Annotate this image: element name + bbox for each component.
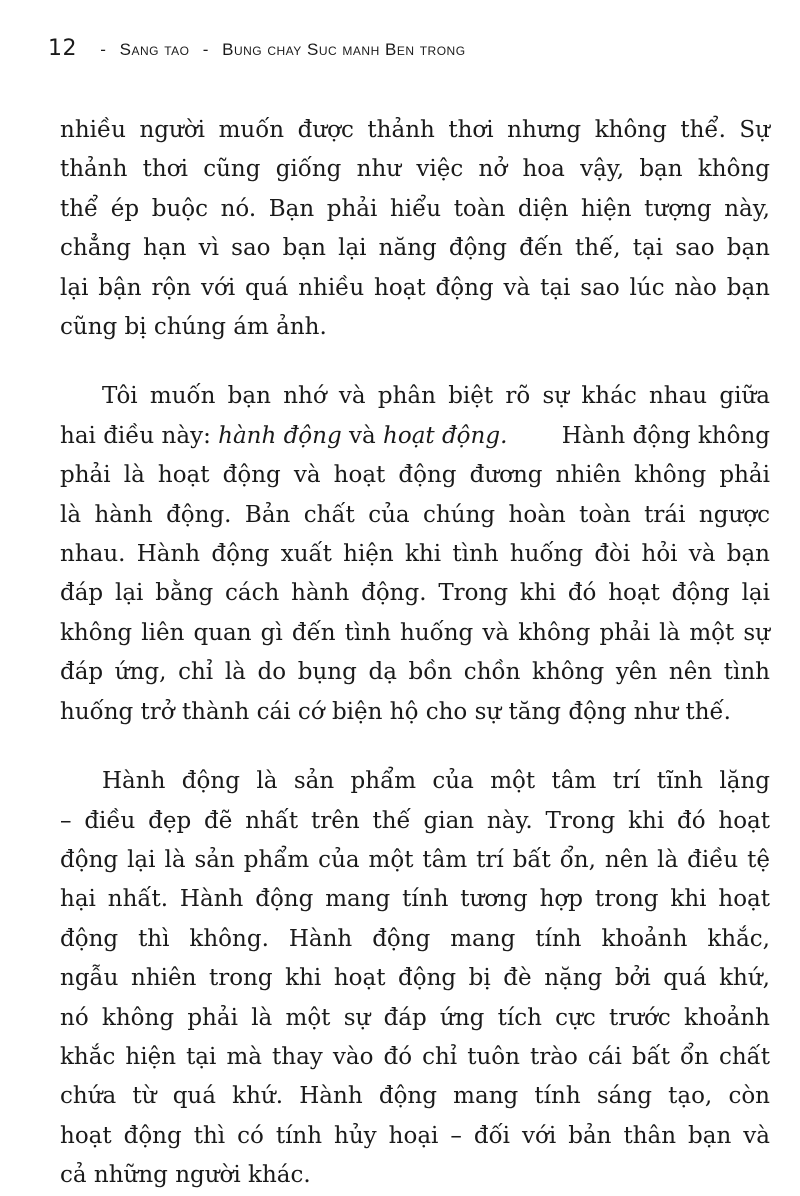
text-line: khắc hiện tại mà thay vào đó chỉ tuôn trào cái bất ổn chất [60, 1043, 770, 1070]
text-line: – điều đẹp đẽ nhất trên thế gian này. Trong khi đó hoạt [60, 807, 770, 834]
text-line: không liên quan gì đến tình huống và không phải là một sự [60, 619, 770, 646]
text-run: Hành động không [554, 422, 770, 449]
text-run: và [341, 422, 384, 449]
paragraph-3 [60, 762, 770, 1195]
text-line: phải là hoạt động và hoạt động đương nhiên không phải [60, 462, 770, 489]
text-line: thảnh thơi cũng giống như việc nở hoa vậy, bạn không [60, 156, 770, 183]
page-number: 12 [48, 36, 77, 61]
text-line: chứa từ quá khứ. Hành động mang tính sáng tạo, còn [60, 1083, 770, 1110]
text-line: huống trở thành cái cớ biện hộ cho sự tăng động như thế. [60, 698, 731, 725]
text-line: thể ép buộc nó. Bạn phải hiểu toàn diện hiện tượng này, [60, 195, 770, 222]
header-separator: - [202, 40, 209, 59]
text-line: nhiều người muốn được thảnh thơi nhưng không thể. Sự [60, 117, 770, 143]
text-line: Tôi muốn bạn nhớ và phân biệt rõ sự khác nhau giữa [102, 383, 770, 410]
text-line: nó không phải là một sự đáp ứng tích cực trước khoảnh [60, 1004, 770, 1031]
text-line: là hành động. Bản chất của chúng hoàn toàn trái ngược [60, 501, 770, 528]
running-header [48, 36, 768, 61]
text-line: đáp lại bằng cách hành động. Trong khi đó hoạt động lại [60, 580, 770, 607]
text-line: hại nhất. Hành động mang tính tương hợp trong khi hoạt [60, 886, 770, 913]
text-line: động thì không. Hành động mang tính khoảnh khắc, [60, 925, 770, 952]
text-line: lại bận rộn với quá nhiều hoạt động và tại sao lúc nào bạn [60, 274, 770, 301]
text-line: nhau. Hành động xuất hiện khi tình huống đòi hỏi và bạn [60, 541, 770, 568]
text-line: đáp ứng, chỉ là do bụng dạ bồn chồn không yên nên tình [60, 659, 770, 686]
text-segment [60, 417, 507, 456]
text-line: hoạt động thì có tính hủy hoại – đối với bản thân bạn và [60, 1122, 770, 1149]
text-line: ngẫu nhiên trong khi hoạt động bị đè nặng bởi quá khứ, [60, 965, 770, 992]
paragraph-spacer [60, 347, 770, 377]
text-line: cũng bị chúng ám ảnh. [60, 314, 327, 341]
paragraph-spacer [60, 732, 770, 762]
text-run: hai điều này: [60, 422, 219, 449]
text-line: chẳng hạn vì sao bạn lại năng động đến thế, tại sao bạn [60, 235, 770, 262]
paragraph-2 [60, 377, 770, 732]
emphasis-hanh-dong: hành động [218, 422, 342, 449]
text-line: động lại là sản phẩm của một tâm trí bất ổn, nên là điều tệ [60, 846, 770, 873]
body-text [60, 111, 770, 1196]
header-title-part-1: Sang tao [119, 40, 190, 59]
text-line-with-emphasis [60, 417, 770, 456]
text-line: cả những người khác. [60, 1162, 311, 1189]
header-separator: - [100, 40, 107, 59]
paragraph-1 [60, 111, 770, 347]
emphasis-hoat-dong: hoạt động. [383, 422, 508, 449]
header-title-part-2: Bung chay Suc manh Ben trong [222, 40, 466, 59]
text-line: Hành động là sản phẩm của một tâm trí tĩnh lặng [102, 768, 770, 795]
